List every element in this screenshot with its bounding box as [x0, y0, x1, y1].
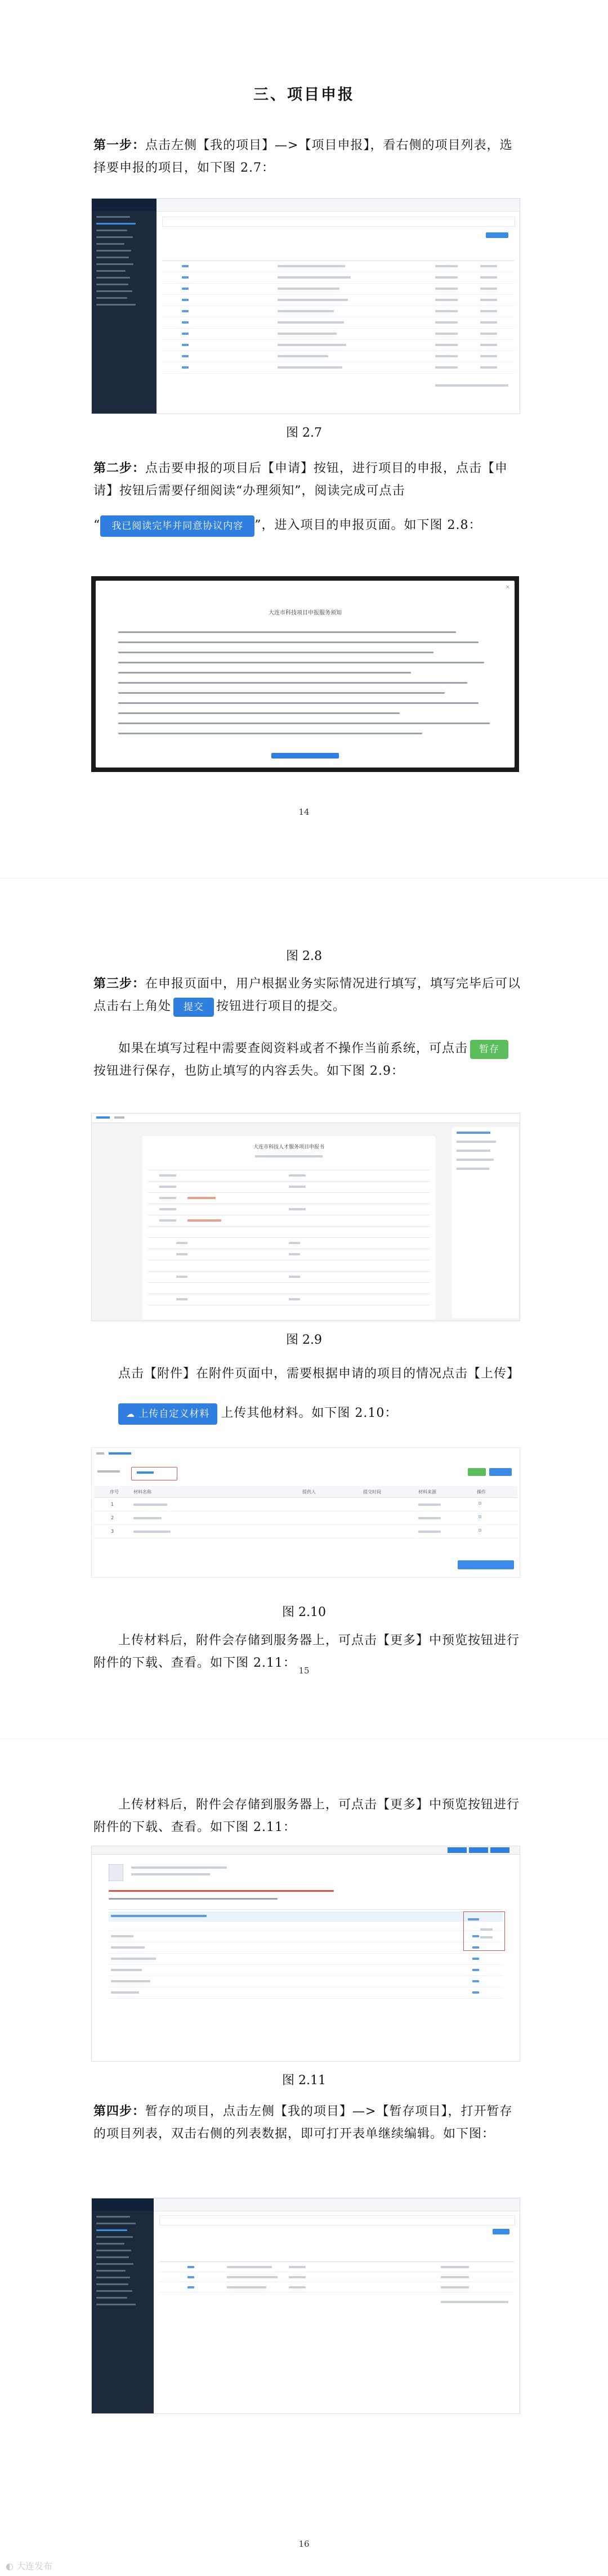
close-icon[interactable]: ×: [505, 584, 510, 590]
attachment-text: 点击【附件】在附件页面中，需要根据申请的项目的情况点击【上传】: [118, 1367, 520, 1381]
upload-icon[interactable]: ⊙: [478, 1501, 482, 1506]
save-paragraph: [93, 1038, 521, 1083]
save-text: 如果在填写过程中需要查阅资料或者不操作当前系统，可点击: [118, 1042, 468, 1056]
upload-icon[interactable]: ⊙: [478, 1528, 482, 1533]
temp-project-screenshot: [91, 2198, 520, 2414]
upload-custom-material-button[interactable]: [118, 1403, 217, 1425]
step-two-text-end: ”，进入项目的申报页面。如下图 2.8：: [254, 518, 482, 532]
step-one-text: 点击左侧【我的项目】—>【项目申报】，看右侧的项目列表，选择要申报的项目，如下图 2.7：: [93, 138, 513, 175]
save-draft-button[interactable]: 暂存: [470, 1040, 508, 1059]
table-row: [94, 1525, 517, 1538]
page-number-16: 16: [298, 2539, 310, 2549]
upload-icon[interactable]: ⊙: [478, 1514, 482, 1519]
upload-line: [118, 1402, 397, 1425]
upload-text-end: 上传其他材料。如下图 2.10：: [221, 1406, 398, 1420]
row-index: 3: [111, 1529, 114, 1534]
step-two-button-line: [93, 514, 521, 537]
page-number-14: 14: [298, 807, 310, 817]
figure-2-8-screenshot: [91, 576, 519, 772]
col-header-provider: 提供人: [302, 1489, 316, 1495]
figure-2-11-screenshot: [91, 1846, 520, 2062]
open-quote: “: [93, 518, 101, 532]
agree-button-small[interactable]: [271, 753, 339, 759]
preview-paragraph-end: [93, 1798, 521, 1839]
watermark-text: 大连发布: [16, 2561, 53, 2571]
notice-dialog-title: 大连市科技项目申报服务须知: [269, 610, 342, 616]
agree-protocol-button[interactable]: 我已阅读完毕并同意协议内容: [100, 515, 254, 537]
step-two-text: 点击要申报的项目后【申请】按钮，进行项目的申报，点击【申请】按钮后需要仔细阅读“办理须知”，阅读完成可点击: [93, 461, 508, 498]
preview-text-end: 上传材料后，附件会存储到服务器上，可点击【更多】中预览按钮进行附件的下载、查看。如下图 2.11：: [93, 1798, 520, 1834]
col-header-index: 序号: [110, 1489, 119, 1495]
preview-text: 上传材料后，附件会存储到服务器上，可点击【更多】中预览按钮进行附件的下载、查看。如下图 2.11：: [93, 1633, 520, 1670]
step-four-paragraph: [93, 2100, 521, 2146]
step-one-paragraph: [93, 134, 521, 179]
table-row: [94, 1498, 517, 1511]
step-three-label: 第三步：: [93, 976, 146, 991]
application-form-title: 大连市科技人才服务项目申报书: [253, 1145, 324, 1150]
step-two-paragraph: [93, 457, 521, 502]
figure-2-10-screenshot: [91, 1447, 520, 1578]
figure-2-8-caption: 图 2.8: [286, 949, 322, 963]
col-header-submit-time: 提交时间: [363, 1489, 381, 1495]
submit-button[interactable]: 提交: [173, 998, 214, 1017]
figure-2-10-caption: 图 2.10: [282, 1605, 326, 1619]
watermark-logo-icon: ◐: [6, 2561, 14, 2571]
step-three-paragraph: [93, 972, 521, 1018]
step-one-label: 第一步：: [93, 138, 146, 152]
figure-2-7-screenshot: [91, 198, 520, 414]
watermark: [6, 2559, 52, 2572]
cloud-upload-icon: ☁: [126, 1409, 135, 1419]
figure-2-9-screenshot: [91, 1113, 520, 1321]
upload-button-label: 上传自定义材料: [138, 1408, 210, 1420]
section-title: 三、项目申报: [253, 86, 355, 104]
figure-2-7-caption: 图 2.7: [286, 426, 322, 440]
row-index: 1: [111, 1502, 114, 1507]
col-header-source: 材料来源: [418, 1489, 436, 1495]
attachment-paragraph: [93, 1363, 521, 1385]
preview-paragraph-start: [93, 1630, 521, 1670]
figure-2-11-caption: 图 2.11: [282, 2074, 326, 2088]
more-menu-highlight[interactable]: [463, 1911, 505, 1951]
step-four-label: 第四步：: [93, 2104, 146, 2119]
step-three-text: 在申报页面中，用户根据业务实际情况进行填写，填写完毕后可以点击右上角处: [93, 977, 521, 1013]
step-two-label: 第二步：: [93, 461, 146, 475]
table-row: [94, 1512, 517, 1525]
step-four-text: 暂存的项目，点击左侧【我的项目】—>【暂存项目】，打开暂存的项目列表，双击右侧的列表数据，即可打开表单继续编辑。如下图：: [93, 2104, 513, 2141]
col-header-action: 操作: [477, 1489, 486, 1495]
page-number-15: 15: [298, 1666, 310, 1676]
step-three-text-end: 按钮进行项目的提交。: [216, 999, 346, 1013]
row-index: 2: [111, 1515, 114, 1520]
col-header-name: 材料名称: [133, 1489, 151, 1495]
save-text-end: 按钮进行保存，也防止填写的内容丢失。如下图 2.9：: [93, 1064, 404, 1078]
figure-2-9-caption: 图 2.9: [286, 1333, 322, 1347]
